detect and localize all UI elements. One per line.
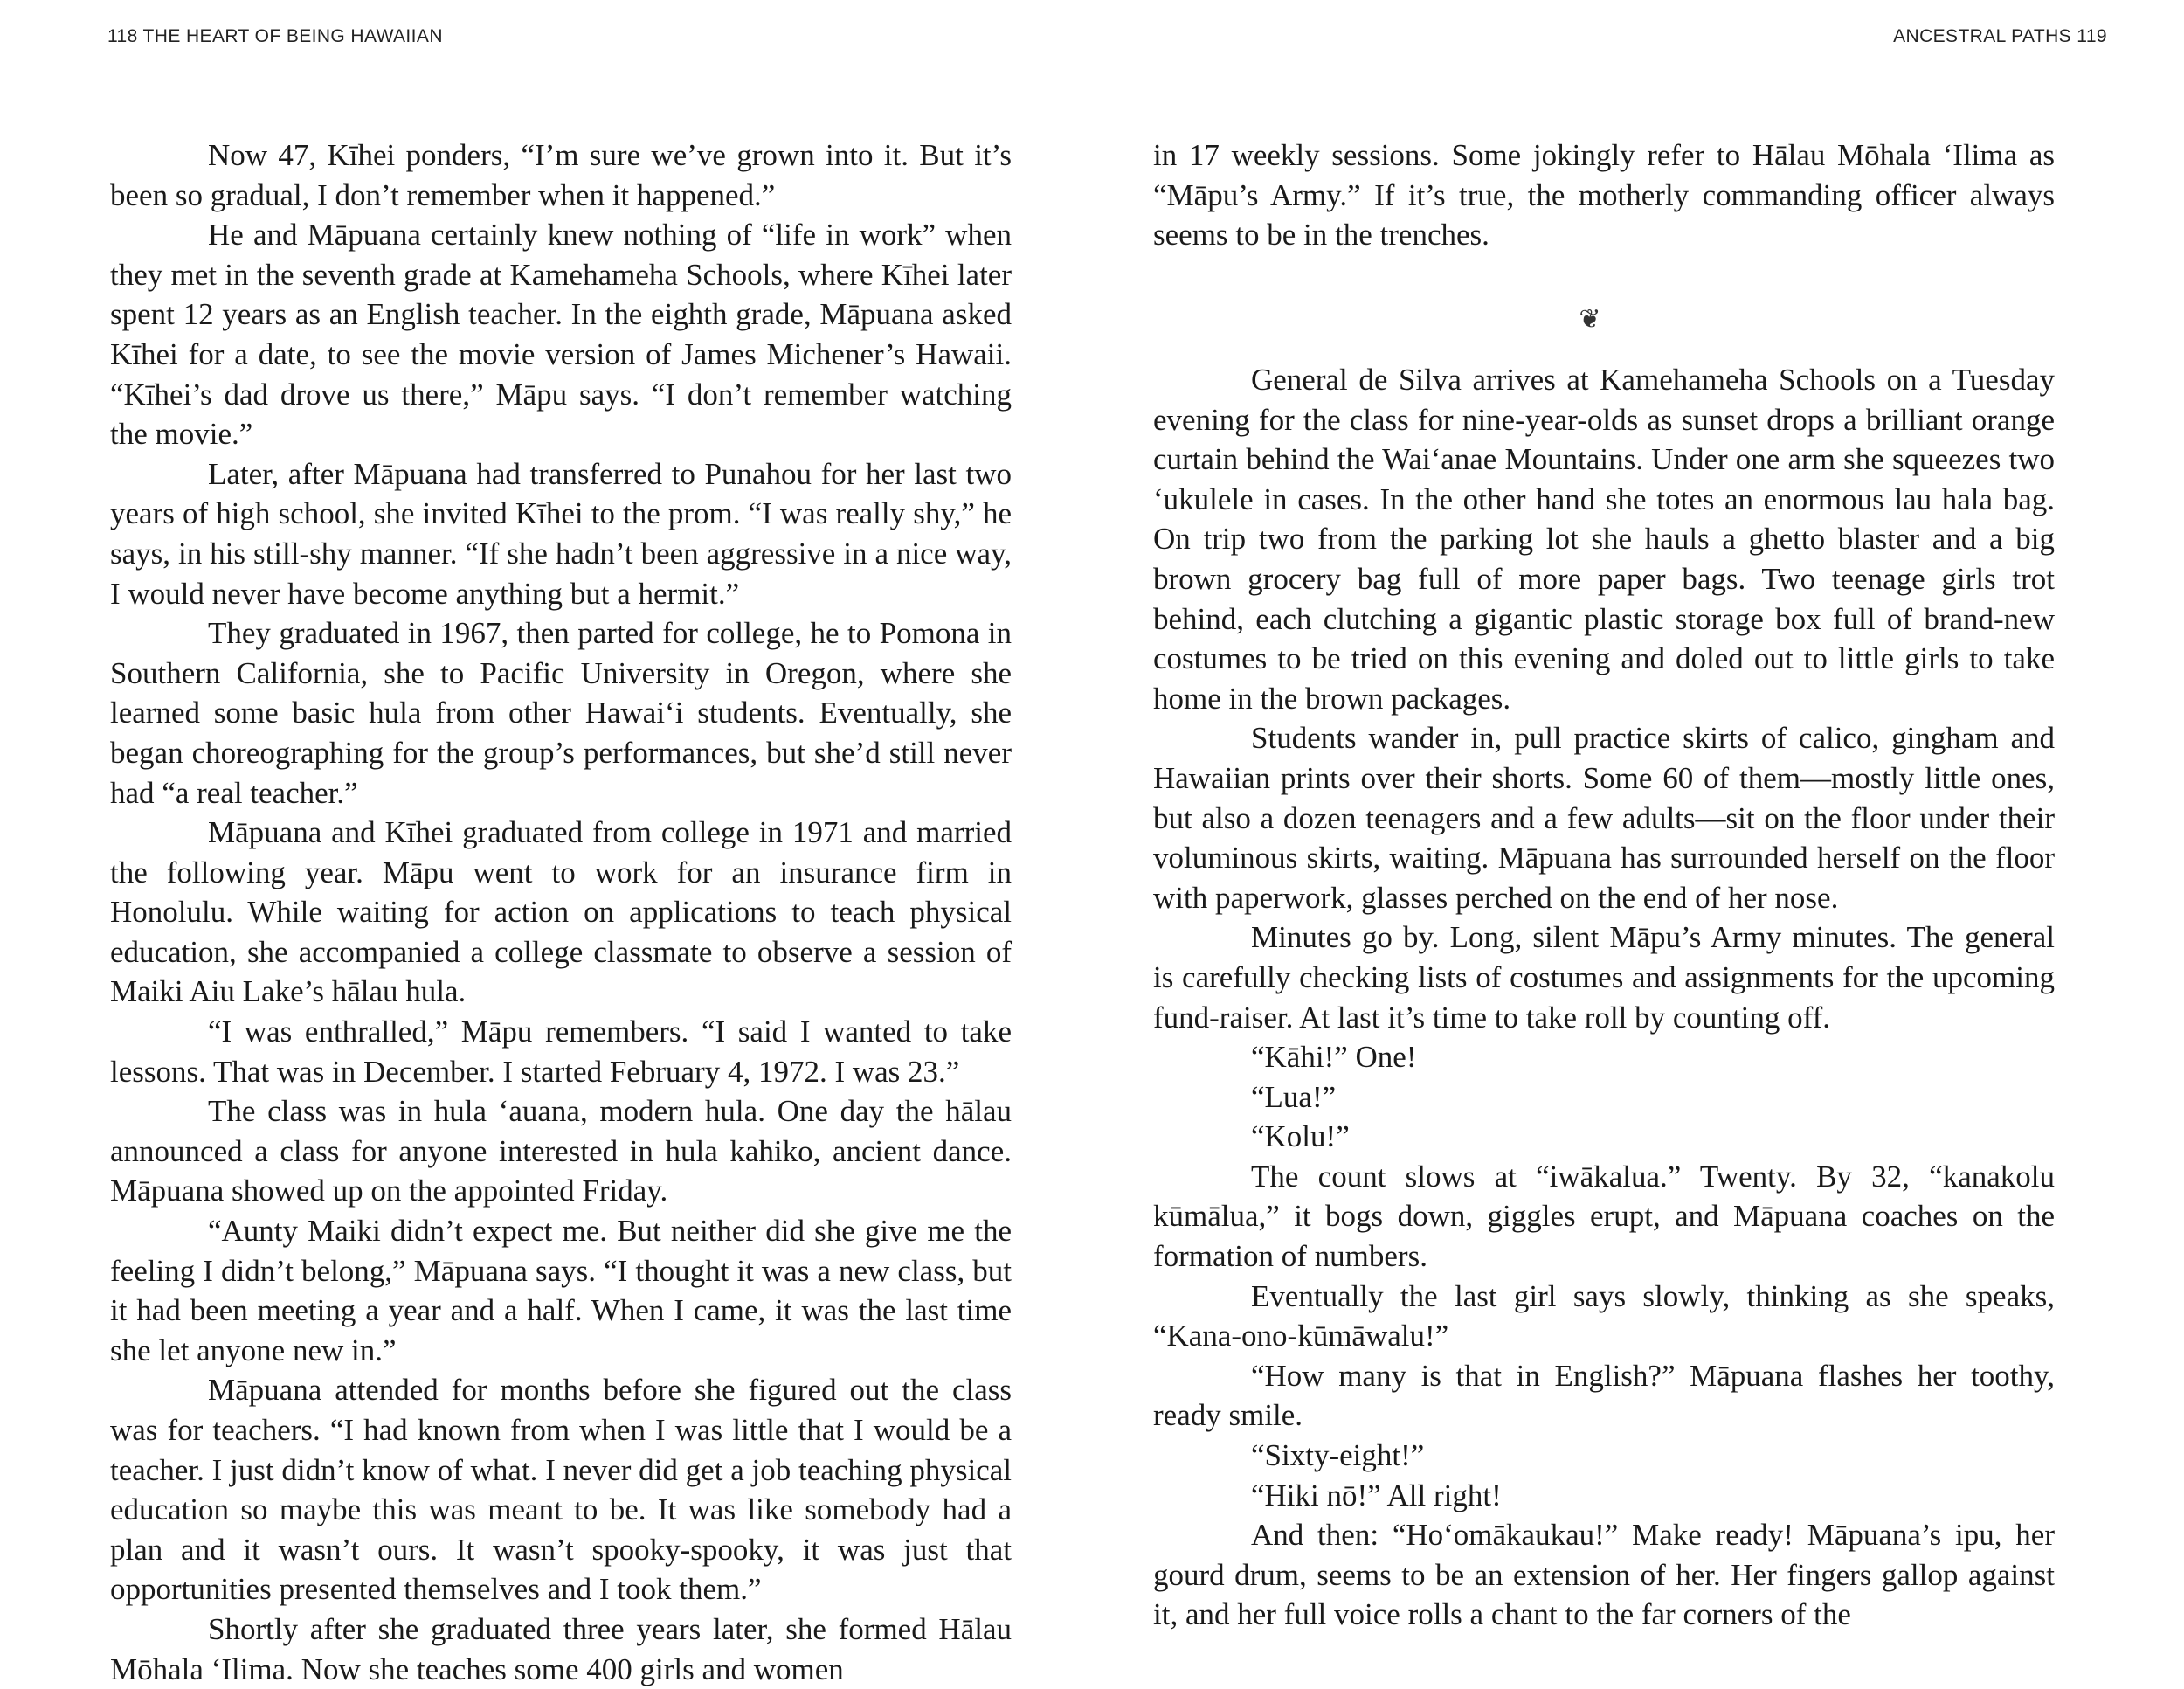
paragraph: Later, after Māpuana had transferred to Punahou for her last two years of high school, she invited Kīhei to the prom. “I was really shy,” he says, in his still-shy manner. “If she hadn’t been aggressive in a nice way, I would never have become anything but a hermit.” <box>110 456 1012 611</box>
section-break-ornament-icon: ❦ <box>1579 305 1601 334</box>
paragraph: He and Māpuana certainly knew nothing of “life in work” when they met in the seventh grade at Kamehameha Schools, where Kīhei later spent 12 years as an English teacher. In the eighth grade, Māpuana asked Kīhei for a date, to see the movie version of James Michener’s Hawaii. “Kīhei’s dad drove us there,” Māpu says. “I don’t remember watching the movie.” <box>110 218 1012 452</box>
paragraph: The count slows at “iwākalua.” Twenty. By 32, “kanakolu kūmālua,” it bogs down, giggles erupt, and Māpuana coaches on the formation of numbers. <box>1153 1159 2055 1274</box>
paragraph: “I was enthralled,” Māpu remembers. “I said I wanted to take lessons. That was in December. I started February 4, 1972. I was 23.” <box>110 1014 1012 1089</box>
dialogue-line: “Hiki nō!” All right! <box>1251 1478 1502 1512</box>
paragraph: Māpuana attended for months before she figured out the class was for teachers. “I had known from when I was little that I would be a teacher. I just didn’t know of what. I never did get a job teaching physical education so maybe this was meant to be. It was like somebody had a plan and it wasn’t ours. It wasn’t spooky-spooky, it was just that opportunities presented themselves and I took them.” <box>110 1373 1012 1607</box>
continued-paragraph: in 17 weekly sessions. Some jokingly refer to Hālau Mōhala ‘Ilima as “Māpu’s Army.” If it’s true, the motherly commanding officer always seems to be in the trenches. <box>1153 138 2055 253</box>
paragraph: They graduated in 1967, then parted for college, he to Pomona in Southern California, she to Pacific University in Oregon, where she learned some basic hula from other Hawai‘i students. Eventually, she began choreographing for the group’s performances, but she’d still never had “a real teacher.” <box>110 616 1012 810</box>
left-body-text <box>110 135 1012 1689</box>
left-running-head: 118 THE HEART OF BEING HAWAIIAN <box>107 26 443 46</box>
paragraph: “Aunty Maiki didn’t expect me. But neither did she give me the feeling I didn’t belong,” Māpuana says. “I thought it was a new class, but it had been meeting a year and a half. When I came, it was the last time she let anyone new in.” <box>110 1214 1012 1367</box>
right-body-text <box>1153 360 2055 1635</box>
dialogue-line: “Sixty-eight!” <box>1251 1438 1425 1473</box>
paragraph: General de Silva arrives at Kamehameha Schools on a Tuesday evening for the class for nine-year-olds as sunset drops a brilliant orange curtain behind the Wai‘anae Mountains. Under one arm she squeezes two ‘ukulele in cases. In the other hand she totes an enormous lau hala bag. On trip two from the parking lot she hauls a ghetto blaster and a big brown grocery bag full of more paper bags. Two teenage girls trot behind, each clutching a gigantic plastic storage box full of brand-new costumes to be tried on this evening and doled out to little girls to take home in the brown packages. <box>1153 363 2055 716</box>
right-page <box>1092 0 2184 1688</box>
paragraph: The class was in hula ‘auana, modern hula. One day the hālau announced a class for anyone interested in hula kahiko, ancient dance. Māpuana showed up on the appointed Friday. <box>110 1094 1012 1208</box>
paragraph: Shortly after she graduated three years later, she formed Hālau Mōhala ‘Ilima. Now she teaches some 400 girls and women <box>110 1611 1012 1686</box>
paragraph: Now 47, Kīhei ponders, “I’m sure we’ve grown into it. But it’s been so gradual, I don’t remember when it happened.” <box>110 138 1012 212</box>
left-page <box>0 0 1092 1688</box>
dialogue-line: “Lua!” <box>1251 1079 1337 1114</box>
paragraph: Māpuana and Kīhei graduated from college in 1971 and married the following year. Māpu went to work for an insurance firm in Honolulu. While waiting for action on applications to teach physical education, she accompanied a college classmate to observe a session of Maiki Aiu Lake’s hālau hula. <box>110 815 1012 1009</box>
dialogue-line: “Kāhi!” One! <box>1251 1040 1417 1075</box>
paragraph: Eventually the last girl says slowly, thinking as she speaks, “Kana-ono-kūmāwalu!” <box>1153 1278 2055 1353</box>
right-body-text-top <box>1153 135 2055 255</box>
right-running-head: ANCESTRAL PATHS 119 <box>1893 26 2107 46</box>
paragraph: Students wander in, pull practice skirts of calico, gingham and Hawaiian prints over their shorts. Some 60 of them—mostly little ones, but also a dozen teenagers and a few adults—sit on the floor under their voluminous skirts, waiting. Māpuana has surrounded herself on the floor with paperwork, glasses perched on the end of her nose. <box>1153 721 2055 915</box>
paragraph: “How many is that in English?” Māpuana flashes her toothy, ready smile. <box>1153 1358 2055 1433</box>
paragraph: Minutes go by. Long, silent Māpu’s Army minutes. The general is carefully checking lists of costumes and assignments for the upcoming fund-raiser. At last it’s time to take roll by counting off. <box>1153 920 2055 1035</box>
dialogue-line: “Kolu!” <box>1251 1119 1350 1154</box>
paragraph: And then: “Ho‘omākaukau!” Make ready! Māpuana’s ipu, her gourd drum, seems to be an extension of her. Her fingers gallop against it, and her full voice rolls a chant to the far corners of the <box>1153 1518 2055 1632</box>
